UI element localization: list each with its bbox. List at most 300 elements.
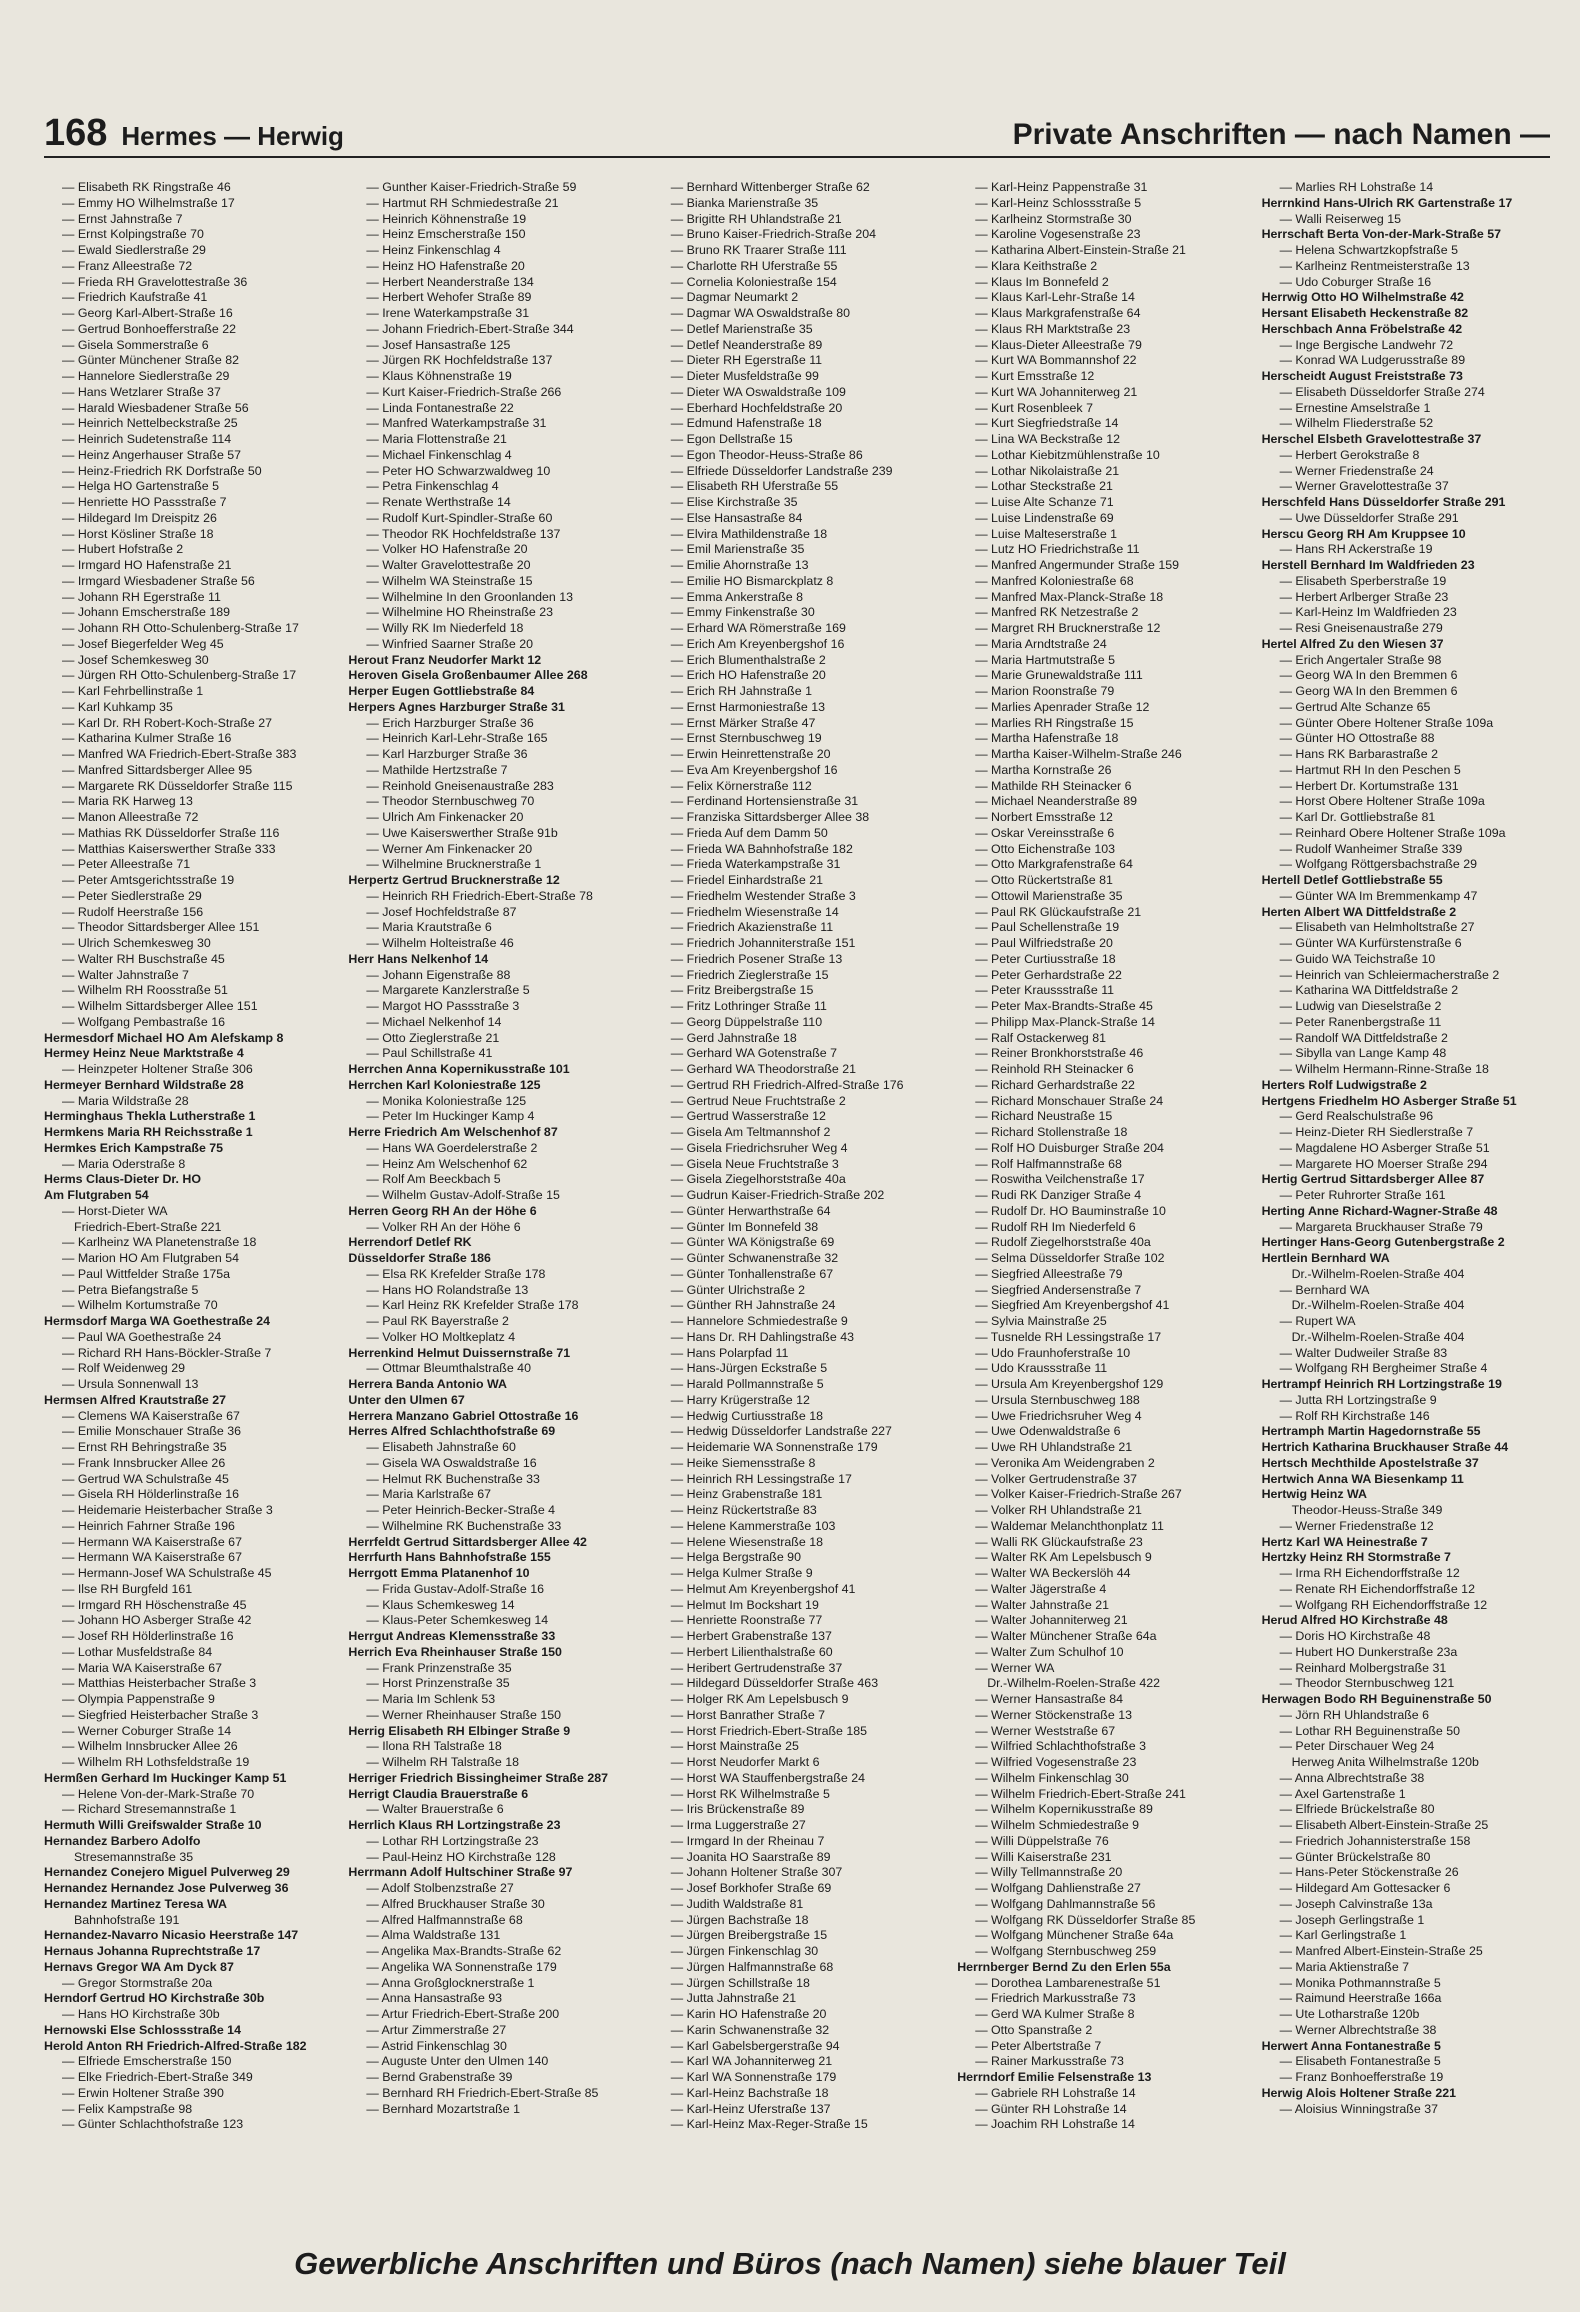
directory-entry: — Günter WA Im Bremmenkamp 47 xyxy=(1279,888,1478,903)
directory-entry: — Gabriele RH Lohstraße 14 xyxy=(975,2085,1136,2100)
directory-entry: — Tusnelde RH Lessingstraße 17 xyxy=(975,1329,1162,1344)
directory-entry: — Otto Markgrafenstraße 64 xyxy=(975,857,1133,872)
directory-entry: Herrig Elisabeth RH Elbinger Straße 9 xyxy=(348,1723,571,1738)
directory-entry: — Uwe RH Uhlandstraße 21 xyxy=(975,1440,1133,1454)
directory-entry: — Emilie HO Bismarckplatz 8 xyxy=(670,573,834,588)
directory-entry: — Erich Am Kreyenbergshof 16 xyxy=(670,636,845,651)
directory-entry: — Theodor RK Hochfeldstraße 137 xyxy=(366,526,561,541)
directory-entry: — Günter Im Bonnefeld 38 xyxy=(670,1219,819,1234)
directory-entry: — Elisabeth Sperberstraße 19 xyxy=(1279,573,1447,588)
directory-entry: — Hermann WA Kaiserstraße 67 xyxy=(62,1550,242,1565)
directory-entry: — Jürgen Schillstraße 18 xyxy=(670,1975,810,1990)
directory-entry: — Erich RH Jahnstraße 1 xyxy=(670,684,812,698)
directory-entry: — Ursula Sternbuschweg 188 xyxy=(975,1392,1140,1407)
directory-entry: — Horst Friedrich-Ebert-Straße 185 xyxy=(670,1723,868,1738)
directory-entry: — Gerd Realschulstraße 96 xyxy=(1279,1109,1434,1124)
directory-entry: — Reiner Bronkhorststraße 46 xyxy=(975,1046,1144,1061)
directory-entry: — Karl Dr. RH Robert-Koch-Straße 27 xyxy=(62,715,273,730)
directory-entry: — Linda Fontanestraße 22 xyxy=(366,400,514,415)
directory-entry: — Heinz-Friedrich RK Dorfstraße 50 xyxy=(62,463,262,478)
directory-entry: — Herbert Dr. Kortumstraße 131 xyxy=(1279,778,1459,793)
directory-entry: — Walter Brauerstraße 6 xyxy=(366,1802,504,1817)
directory-entry: — Margarete Kanzlerstraße 5 xyxy=(366,983,530,998)
directory-entry: — Paul RK Glückaufstraße 21 xyxy=(975,904,1142,919)
directory-entry: — Günter Ulrichstraße 2 xyxy=(670,1282,806,1297)
directory-entry: — Egon Dellstraße 15 xyxy=(670,432,793,446)
directory-entry: — Bernd Grabenstraße 39 xyxy=(366,2070,513,2084)
directory-entry: — Kurt WA Bommannshof 22 xyxy=(975,353,1137,368)
directory-entry: Herrera Manzano Gabriel Ottostraße 16 xyxy=(348,1408,579,1423)
directory-entry: — Wolfgang RK Düsseldorfer Straße 85 xyxy=(975,1912,1196,1927)
directory-entry: — Mathias RK Düsseldorfer Straße 116 xyxy=(62,825,280,840)
directory-entry: — Holger RK Am Lepelsbusch 9 xyxy=(670,1692,849,1706)
directory-entry: — Elisabeth Fontanestraße 5 xyxy=(1279,2054,1441,2069)
directory-entry: — Ernst Harmoniestraße 13 xyxy=(670,699,826,714)
directory-entry: — Hans HO Kirchstraße 30b xyxy=(62,2007,220,2021)
directory-entry: — Walter Jahnstraße 21 xyxy=(975,1597,1110,1612)
directory-entry: — Friedrich Johanniterstraße 151 xyxy=(670,936,856,950)
directory-entry: — Gerhard WA Theodorstraße 21 xyxy=(670,1062,857,1076)
directory-entry: — Angelika WA Sonnenstraße 179 xyxy=(366,1959,557,1974)
directory-entry: — Herbert Neanderstraße 134 xyxy=(366,274,534,289)
directory-entry: — Wolfgang Sternbuschweg 259 xyxy=(975,1944,1157,1958)
directory-entry: — Manfred Sittardsberger Allee 95 xyxy=(62,762,253,777)
directory-entry: — Martha Kornstraße 26 xyxy=(975,762,1112,777)
directory-entry: — Jörn RH Uhlandstraße 6 xyxy=(1279,1707,1430,1722)
directory-entry: — Friedrich Markusstraße 73 xyxy=(975,1991,1136,2006)
directory-entry: — Elfriede Emscherstraße 150 xyxy=(62,2054,232,2069)
directory-entry: — Helena Schwartzkopfstraße 5 xyxy=(1279,243,1458,257)
directory-entry: — Helmut Im Bockshart 19 xyxy=(670,1597,819,1612)
directory-entry: — Werner WA xyxy=(975,1660,1055,1675)
directory-entry: — Gisela Friedrichsruher Weg 4 xyxy=(670,1140,848,1155)
directory-entry: Hernavs Gregor WA Am Dyck 87 xyxy=(44,1959,234,1974)
directory-entry: — Werner Am Finkenacker 20 xyxy=(366,841,533,856)
directory-entry: — Ernst Märker Straße 47 xyxy=(670,715,816,730)
directory-entry: — Reinhold RH Steinacker 6 xyxy=(975,1062,1134,1076)
directory-entry: — Judith Waldstraße 81 xyxy=(670,1896,804,1911)
directory-entry: — Lothar Kiebitzmühlenstraße 10 xyxy=(975,447,1160,462)
directory-entry: Bahnhofstraße 191 xyxy=(74,1912,180,1927)
directory-entry: — Bruno RK Traarer Straße 111 xyxy=(670,243,847,257)
directory-entry: — Henriette HO Passstraße 7 xyxy=(62,495,227,509)
directory-columns xyxy=(44,180,1554,2180)
directory-entry: — Gisela Neue Fruchtstraße 3 xyxy=(670,1156,839,1171)
directory-entry: — Wilhelm Finkenschlag 30 xyxy=(975,1770,1129,1785)
directory-entry: — Peter Siedlerstraße 29 xyxy=(62,888,202,903)
directory-entry: — Manfred WA Friedrich-Ebert-Straße 383 xyxy=(62,747,297,761)
directory-entry: — Angelika Max-Brandts-Straße 62 xyxy=(366,1944,562,1958)
directory-entry: — Günter Schlachthofstraße 123 xyxy=(62,2117,244,2132)
directory-entry: Dr.-Wilhelm-Roelen-Straße 404 xyxy=(1291,1266,1465,1281)
directory-entry: — Peter Albertstraße 7 xyxy=(975,2038,1102,2053)
directory-entry: — Reinhard Molbergstraße 31 xyxy=(1279,1660,1447,1675)
directory-entry: — Wilhelm RH Talstraße 18 xyxy=(366,1755,520,1769)
directory-entry: — Matthias Heisterbacher Straße 3 xyxy=(62,1676,257,1691)
directory-entry: — Hildegard Im Dreispitz 26 xyxy=(62,510,217,525)
directory-entry: — Axel Gartenstraße 1 xyxy=(1279,1786,1406,1801)
directory-entry: Hertzky Heinz RH Stormstraße 7 xyxy=(1261,1550,1451,1565)
directory-entry: Herrlich Klaus RH Lortzingstraße 23 xyxy=(348,1818,561,1832)
section-title: Private Anschriften — nach Namen — xyxy=(1012,118,1550,151)
directory-entry: — Lothar RH Lortzingstraße 23 xyxy=(366,1833,539,1848)
directory-entry: — Horst Neudorfer Markt 6 xyxy=(670,1755,820,1769)
directory-entry: Hermuth Willi Greifswalder Straße 10 xyxy=(44,1818,262,1832)
directory-entry: — Heinrich RH Lessingstraße 17 xyxy=(670,1471,852,1486)
directory-entry: — Alma Waldstraße 131 xyxy=(366,1928,501,1943)
directory-entry: — Mathilde Hertzstraße 7 xyxy=(366,762,508,777)
directory-entry: — Ralf Ostackerweg 81 xyxy=(975,1030,1107,1045)
directory-entry: Herrich Eva Rheinhauser Straße 150 xyxy=(348,1644,562,1659)
directory-entry: — Wolfgang RH Bergheimer Straße 4 xyxy=(1279,1361,1488,1376)
directory-entry: Herters Rolf Ludwigstraße 2 xyxy=(1261,1077,1427,1092)
column-1 xyxy=(44,180,336,2180)
directory-entry: — Maria Wildstraße 28 xyxy=(62,1093,189,1108)
directory-entry: — Werner Rheinhauser Straße 150 xyxy=(366,1707,562,1722)
directory-entry: — Sylvia Mainstraße 25 xyxy=(975,1314,1107,1328)
name-range: Hermes — Herwig xyxy=(121,121,344,151)
directory-entry: — Resi Gneisenaustraße 279 xyxy=(1279,621,1443,635)
directory-entry: Hernandez Barbero Adolfo xyxy=(44,1833,201,1848)
directory-entry: — Karl Heinz RK Krefelder Straße 178 xyxy=(366,1298,579,1313)
directory-entry: Dr.-Wilhelm-Roelen-Straße 422 xyxy=(987,1676,1161,1691)
directory-entry: — Friedhelm Westender Straße 3 xyxy=(670,888,856,903)
directory-entry: — Maria Hartmutstraße 5 xyxy=(975,652,1115,667)
directory-entry: — Emmy Finkenstraße 30 xyxy=(670,605,815,620)
directory-entry: — Siegfried Alleestraße 79 xyxy=(975,1266,1123,1281)
directory-entry: Herout Franz Neudorfer Markt 12 xyxy=(348,652,542,667)
directory-entry: Herweg Anita Wilhelmstraße 120b xyxy=(1291,1755,1479,1769)
directory-entry: — Volker RH An der Höhe 6 xyxy=(366,1219,521,1234)
directory-entry: — Willi Düppelstraße 76 xyxy=(975,1833,1109,1848)
directory-entry: — Ute Lotharstraße 120b xyxy=(1279,2007,1420,2021)
directory-entry: — Walter RK Am Lepelsbusch 9 xyxy=(975,1550,1152,1565)
directory-entry: — Elsa RK Krefelder Straße 178 xyxy=(366,1266,546,1281)
directory-entry: — Gisela Ziegelhorststraße 40a xyxy=(670,1172,846,1187)
directory-entry: — Günter HO Ottostraße 88 xyxy=(1279,731,1435,746)
directory-entry: Hernandez Conejero Miguel Pulverweg 29 xyxy=(44,1865,290,1880)
directory-entry: — Manfred Max-Planck-Straße 18 xyxy=(975,589,1164,604)
directory-entry: Hernaus Johanna Ruprechtstraße 17 xyxy=(44,1944,261,1958)
directory-entry: Herten Albert WA Dittfeldstraße 2 xyxy=(1261,904,1457,919)
directory-entry: — Werner Stöckenstraße 13 xyxy=(975,1707,1132,1722)
directory-entry: — Karl Fehrbellinstraße 1 xyxy=(62,684,204,698)
directory-entry: — Randolf WA Dittfeldstraße 2 xyxy=(1279,1030,1448,1045)
directory-entry: Herrgut Andreas Klemensstraße 33 xyxy=(348,1629,556,1643)
column-3 xyxy=(653,180,945,2180)
directory-entry: — Volker Kaiser-Friedrich-Straße 267 xyxy=(975,1487,1182,1502)
directory-entry: — Peter HO Schwarzwaldweg 10 xyxy=(366,463,551,478)
directory-entry: — Otto Spanstraße 2 xyxy=(975,2022,1093,2037)
directory-entry: — Werner Friedenstraße 24 xyxy=(1279,463,1434,478)
directory-entry: — Josef Hansastraße 125 xyxy=(366,337,511,352)
directory-entry: — Volker Gertrudenstraße 37 xyxy=(975,1471,1138,1486)
directory-entry: — Klaus Im Bonnefeld 2 xyxy=(975,274,1109,289)
directory-entry: — Walter Zum Schulhof 10 xyxy=(975,1644,1124,1659)
directory-entry: — Gregor Stormstraße 20a xyxy=(62,1975,213,1990)
directory-entry: — Elvira Mathildenstraße 18 xyxy=(670,526,828,541)
directory-entry: — Olympia Pappenstraße 9 xyxy=(62,1692,215,1706)
directory-entry: — Kurt WA Johanniterweg 21 xyxy=(975,384,1138,399)
directory-entry: — Wolfgang Dahlienstraße 27 xyxy=(975,1881,1141,1895)
directory-entry: — Günter Obere Holtener Straße 109a xyxy=(1279,715,1494,730)
directory-entry: Herschel Elsbeth Gravelottestraße 37 xyxy=(1261,432,1482,446)
directory-entry: — Lothar Nikolaistraße 21 xyxy=(975,463,1120,478)
directory-entry: — Volker HO Hafenstraße 20 xyxy=(366,542,528,557)
directory-entry: — Walter RH Buschstraße 45 xyxy=(62,951,225,966)
directory-entry: — Theodor Sittardsberger Allee 151 xyxy=(62,920,260,935)
directory-entry: — Rupert WA xyxy=(1279,1314,1356,1328)
directory-entry: — Gisela WA Oswaldstraße 16 xyxy=(366,1455,537,1470)
directory-entry: Hernandez Hernandez Jose Pulverweg 36 xyxy=(44,1881,289,1895)
directory-entry: — Ottowil Marienstraße 35 xyxy=(975,888,1123,903)
directory-entry: — Irma Luggerstraße 27 xyxy=(670,1818,806,1832)
directory-entry: — Raimund Heerstraße 166a xyxy=(1279,1991,1442,2006)
directory-entry: — Alfred Halfmannstraße 68 xyxy=(366,1912,523,1927)
directory-entry: Hernandez-Navarro Nicasio Heerstraße 147 xyxy=(44,1928,299,1943)
directory-entry: Herminghaus Thekla Lutherstraße 1 xyxy=(44,1109,256,1124)
directory-entry: — Eva Am Kreyenbergshof 16 xyxy=(670,762,838,777)
directory-entry: Hermeyer Bernhard Wildstraße 28 xyxy=(44,1077,244,1092)
directory-entry: Herting Anne Richard-Wagner-Straße 48 xyxy=(1261,1203,1498,1218)
directory-entry: — Heinrich van Schleiermacherstraße 2 xyxy=(1279,967,1500,982)
directory-entry: — Horst Banrather Straße 7 xyxy=(670,1707,826,1722)
directory-entry: — Elke Friedrich-Ebert-Straße 349 xyxy=(62,2070,253,2084)
directory-entry: — Ulrich Schemkesweg 30 xyxy=(62,936,211,950)
directory-entry: Hermsdorf Marga WA Goethestraße 24 xyxy=(44,1314,271,1328)
directory-entry: — Detlef Marienstraße 35 xyxy=(670,321,813,336)
directory-entry: — Joseph Gerlingstraße 1 xyxy=(1279,1912,1425,1927)
directory-entry: Herrchen Karl Koloniestraße 125 xyxy=(348,1077,541,1092)
directory-entry: Hermesdorf Michael HO Am Alefskamp 8 xyxy=(44,1030,284,1045)
directory-entry: — Erhard WA Römerstraße 169 xyxy=(670,621,846,635)
directory-entry: — Peter Curtiusstraße 18 xyxy=(975,951,1116,966)
directory-entry: — Walter Münchener Straße 64a xyxy=(975,1629,1157,1643)
directory-entry: Hertrich Katharina Bruckhauser Straße 44 xyxy=(1261,1440,1509,1454)
directory-entry: — Josef Biegerfelder Weg 45 xyxy=(62,636,224,651)
directory-entry: — Wilhelm Holteistraße 46 xyxy=(366,936,514,950)
directory-entry: — Karin Schwanenstraße 32 xyxy=(670,2022,830,2037)
directory-entry: — Kurt Emsstraße 12 xyxy=(975,369,1095,383)
directory-entry: — Dieter RH Egerstraße 11 xyxy=(670,353,823,368)
directory-entry: — Johann Friedrich-Ebert-Straße 344 xyxy=(366,321,574,336)
directory-entry: — Elisabeth Albert-Einstein-Straße 25 xyxy=(1279,1818,1489,1832)
directory-entry: — Eberhard Hochfeldstraße 20 xyxy=(670,400,843,415)
directory-entry: Herms Claus-Dieter Dr. HO xyxy=(44,1172,202,1187)
directory-entry: — Heinzpeter Holtener Straße 306 xyxy=(62,1062,253,1076)
directory-entry: — Ernst RH Behringstraße 35 xyxy=(62,1440,227,1454)
directory-entry: — Uwe Friedrichsruher Weg 4 xyxy=(975,1408,1142,1423)
directory-entry: — Heinz Grabenstraße 181 xyxy=(670,1487,823,1502)
directory-entry: Herrgott Emma Platanenhof 10 xyxy=(348,1566,530,1580)
directory-entry: — Johann Eigenstraße 88 xyxy=(366,967,511,982)
directory-entry: — Martha Kaiser-Wilhelm-Straße 246 xyxy=(975,747,1182,761)
directory-entry: — Katharina Albert-Einstein-Straße 21 xyxy=(975,243,1186,257)
directory-entry: — Heinrich Köhnenstraße 19 xyxy=(366,211,527,226)
directory-entry: — Josef Borkhofer Straße 69 xyxy=(670,1881,832,1895)
directory-entry: Herrnkind Hans-Ulrich RK Gartenstraße 17 xyxy=(1261,195,1513,210)
directory-entry: Herscu Georg RH Am Kruppsee 10 xyxy=(1261,526,1466,541)
directory-entry: — Werner Gravelottestraße 37 xyxy=(1279,479,1449,494)
directory-entry: — Wilhelm Innsbrucker Allee 26 xyxy=(62,1739,238,1754)
directory-entry: — Karl-Heinz Im Waldfrieden 23 xyxy=(1279,605,1457,620)
directory-entry: — Konrad WA Ludgerusstraße 89 xyxy=(1279,353,1466,368)
directory-entry: — Doris HO Kirchstraße 48 xyxy=(1279,1629,1431,1643)
directory-entry: — Wilhelm Fliederstraße 52 xyxy=(1279,416,1434,431)
directory-entry: — Wilhelm Kortumstraße 70 xyxy=(62,1298,218,1313)
directory-entry: — Irmgard RH Höschenstraße 45 xyxy=(62,1597,247,1612)
directory-entry: — Frieda WA Bahnhofstraße 182 xyxy=(670,841,853,856)
directory-entry: — Helene Kammerstraße 103 xyxy=(670,1518,836,1533)
directory-entry: Herpertz Gertrud Brucknerstraße 12 xyxy=(348,873,560,887)
directory-entry: — Hans-Peter Stöckenstraße 26 xyxy=(1279,1865,1459,1880)
directory-entry: — Rudolf Dr. HO Bauminstraße 10 xyxy=(975,1203,1166,1218)
directory-entry: — Manfred Albert-Einstein-Straße 25 xyxy=(1279,1944,1483,1958)
directory-entry: — Hans WA Goerdelerstraße 2 xyxy=(366,1140,538,1155)
directory-entry: — Luise Malteserstraße 1 xyxy=(975,526,1118,541)
directory-entry: — Klaus Markgrafenstraße 64 xyxy=(975,306,1141,320)
directory-entry: — Adolf Stolbenzstraße 27 xyxy=(366,1881,514,1895)
directory-entry: — Paul Wilfriedstraße 20 xyxy=(975,936,1113,950)
directory-entry: — Johann RH Egerstraße 11 xyxy=(62,589,221,604)
directory-entry: — Richard Monschauer Straße 24 xyxy=(975,1093,1164,1108)
directory-entry: Herrwig Otto HO Wilhelmstraße 42 xyxy=(1261,290,1464,305)
directory-entry: — Heinrich Fahrner Straße 196 xyxy=(62,1518,235,1533)
directory-entry: — Helmut Am Kreyenbergshof 41 xyxy=(670,1581,856,1596)
directory-entry: — Wilhelmine Brucknerstraße 1 xyxy=(366,857,542,872)
directory-entry: — Jürgen Breibergstraße 15 xyxy=(670,1928,828,1943)
directory-entry: — Anna Albrechtstraße 38 xyxy=(1279,1770,1425,1785)
directory-entry: — Otto Rückertstraße 81 xyxy=(975,873,1113,887)
directory-entry: Am Flutgraben 54 xyxy=(44,1188,149,1202)
directory-entry: Hertramph Martin Hagedornstraße 55 xyxy=(1261,1424,1481,1439)
directory-entry: — Wolfgang Röttgersbachstraße 29 xyxy=(1279,857,1478,872)
directory-entry: Herrschaft Berta Von-der-Mark-Straße 57 xyxy=(1261,227,1501,242)
directory-entry: — Friedrich Zieglerstraße 15 xyxy=(670,967,829,982)
directory-entry: Hertel Alfred Zu den Wiesen 37 xyxy=(1261,636,1444,651)
directory-entry: — Wilfried Schlachthofstraße 3 xyxy=(975,1739,1146,1754)
directory-entry: — Magdalene HO Asberger Straße 51 xyxy=(1279,1140,1490,1155)
directory-entry: — Wilhelm Hermann-Rinne-Straße 18 xyxy=(1279,1062,1489,1076)
directory-entry: — Erich HO Hafenstraße 20 xyxy=(670,668,826,683)
directory-entry: — Theodor Sternbuschweg 70 xyxy=(366,794,535,809)
directory-entry: — Heidemarie Heisterbacher Straße 3 xyxy=(62,1503,273,1517)
directory-entry: — Manfred Koloniestraße 68 xyxy=(975,573,1134,588)
directory-entry: Herud Alfred HO Kirchstraße 48 xyxy=(1261,1613,1448,1628)
directory-entry: — Johann Emscherstraße 189 xyxy=(62,605,231,620)
directory-entry: — Peter Kraussstraße 11 xyxy=(975,983,1115,998)
directory-entry: — Udo Fraunhoferstraße 10 xyxy=(975,1345,1131,1360)
directory-entry: Hertwig Heinz WA xyxy=(1261,1487,1367,1502)
directory-entry: — Erwin Heinrettenstraße 20 xyxy=(670,747,831,761)
directory-entry: — Heinz-Dieter RH Siedlerstraße 7 xyxy=(1279,1125,1474,1139)
directory-entry: — Irene Waterkampstraße 31 xyxy=(366,306,530,320)
directory-entry: — Uwe Düsseldorfer Straße 291 xyxy=(1279,510,1459,525)
directory-entry: Herold Anton RH Friedrich-Alfred-Straße 182 xyxy=(44,2038,307,2053)
directory-entry: — Maria Krautstraße 6 xyxy=(366,920,492,935)
directory-entry: — Petra Biefangstraße 5 xyxy=(62,1282,199,1297)
directory-entry: — Hans Dr. RH Dahlingstraße 43 xyxy=(670,1329,854,1344)
directory-entry: — Hans Polarpfad 11 xyxy=(670,1345,789,1360)
directory-entry: — Karlheinz Stormstraße 30 xyxy=(975,211,1132,226)
directory-entry: — Dagmar Neumarkt 2 xyxy=(670,290,799,305)
directory-entry: — Mathilde RH Steinacker 6 xyxy=(975,778,1132,793)
directory-entry: — Manfred Angermunder Straße 159 xyxy=(975,558,1180,572)
directory-entry: — Frank Prinzenstraße 35 xyxy=(366,1660,512,1675)
directory-entry: — Emil Marienstraße 35 xyxy=(670,542,805,557)
directory-entry: Herpers Agnes Harzburger Straße 31 xyxy=(348,699,565,714)
directory-entry: — Günter Brückelstraße 80 xyxy=(1279,1849,1431,1864)
directory-entry: — Marlies RH Ringstraße 15 xyxy=(975,715,1134,730)
directory-entry: — Irmgard HO Hafenstraße 21 xyxy=(62,558,232,572)
directory-entry: — Luise Alte Schanze 71 xyxy=(975,495,1114,509)
directory-entry: — Hildegard Düsseldorfer Straße 463 xyxy=(670,1676,879,1691)
directory-entry: — Klara Keithstraße 2 xyxy=(975,258,1098,273)
directory-entry: — Karl Gabelsbergerstraße 94 xyxy=(670,2038,840,2053)
directory-entry: Hertgens Friedhelm HO Asberger Straße 51 xyxy=(1261,1093,1517,1108)
directory-entry: — Josef RH Hölderlinstraße 16 xyxy=(62,1629,234,1643)
directory-entry: — Karl Gerlingstraße 1 xyxy=(1279,1928,1407,1943)
directory-entry: — Wilhelm RH Lothsfeldstraße 19 xyxy=(62,1755,250,1769)
directory-entry: — Peter Heinrich-Becker-Straße 4 xyxy=(366,1503,556,1517)
directory-entry: — Ottmar Bleumthalstraße 40 xyxy=(366,1361,531,1376)
directory-entry: — Georg WA In den Bremmen 6 xyxy=(1279,684,1458,698)
directory-entry: — Horst Obere Holtener Straße 109a xyxy=(1279,794,1485,809)
directory-entry: — Detlef Neanderstraße 89 xyxy=(670,337,823,352)
directory-entry: Hertrampf Heinrich RH Lortzingstraße 19 xyxy=(1261,1377,1502,1391)
directory-entry: — Irmgard Wiesbadener Straße 56 xyxy=(62,573,255,588)
directory-entry: — Dieter Musfeldstraße 99 xyxy=(670,369,819,383)
directory-entry: — Margarete HO Moerser Straße 294 xyxy=(1279,1156,1488,1171)
directory-entry: — Sibylla van Lange Kamp 48 xyxy=(1279,1046,1447,1061)
directory-entry: — Elisabeth Jahnstraße 60 xyxy=(366,1440,516,1454)
directory-entry: — Ilona RH Talstraße 18 xyxy=(366,1739,502,1754)
directory-entry: — Udo Kraussstraße 11 xyxy=(975,1361,1108,1376)
directory-entry: — Wilhelm WA Steinstraße 15 xyxy=(366,573,533,588)
directory-entry: Heroven Gisela Großenbaumer Allee 268 xyxy=(348,668,588,683)
directory-entry: — Gerd WA Kulmer Straße 8 xyxy=(975,2007,1135,2021)
directory-entry: — Erich Blumenthalstraße 2 xyxy=(670,652,826,667)
directory-entry: — Lina WA Beckstraße 12 xyxy=(975,432,1121,446)
directory-entry: — Winfried Saarner Straße 20 xyxy=(366,636,534,651)
directory-entry: — Marie Grunewaldstraße 111 xyxy=(975,668,1143,683)
directory-entry: — Otto Zieglerstraße 21 xyxy=(366,1030,500,1045)
directory-entry: — Herbert Lilienthalstraße 60 xyxy=(670,1644,833,1659)
directory-entry: — Helene Von-der-Mark-Straße 70 xyxy=(62,1786,255,1801)
directory-entry: — Lothar RH Beguinenstraße 50 xyxy=(1279,1723,1461,1738)
directory-entry: — Friedrich Johannisterstraße 158 xyxy=(1279,1833,1471,1848)
directory-entry: — Frieda RH Gravelottestraße 36 xyxy=(62,274,248,289)
directory-entry: — Selma Düsseldorfer Straße 102 xyxy=(975,1251,1165,1265)
directory-entry: Herr Hans Nelkenhof 14 xyxy=(348,951,489,966)
directory-entry: Dr.-Wilhelm-Roelen-Straße 404 xyxy=(1291,1329,1465,1344)
directory-entry: — Reinhold Gneisenaustraße 283 xyxy=(366,778,554,793)
column-5 xyxy=(1262,180,1554,2180)
directory-entry: — Rudolf Kurt-Spindler-Straße 60 xyxy=(366,510,553,525)
directory-entry: Hertinger Hans-Georg Gutenbergstraße 2 xyxy=(1261,1235,1505,1250)
directory-entry: — Peter Ranenbergstraße 11 xyxy=(1279,1014,1442,1029)
column-4 xyxy=(957,180,1249,2180)
directory-entry: Herschbach Anna Fröbelstraße 42 xyxy=(1261,321,1463,336)
directory-entry: — Harald Wiesbadener Straße 56 xyxy=(62,400,249,415)
directory-entry: — Hedwig Curtiusstraße 18 xyxy=(670,1408,823,1423)
directory-entry: Herstell Bernhard Im Waldfrieden 23 xyxy=(1261,558,1475,572)
directory-entry: — Udo Coburger Straße 16 xyxy=(1279,274,1432,289)
directory-entry: Herwagen Bodo RH Beguinenstraße 50 xyxy=(1261,1692,1492,1706)
directory-entry: — Heinz Angerhauser Straße 57 xyxy=(62,447,242,462)
directory-entry: — Manfred RK Netzestraße 2 xyxy=(975,605,1139,620)
directory-entry: — Uwe Odenwaldstraße 6 xyxy=(975,1424,1121,1439)
